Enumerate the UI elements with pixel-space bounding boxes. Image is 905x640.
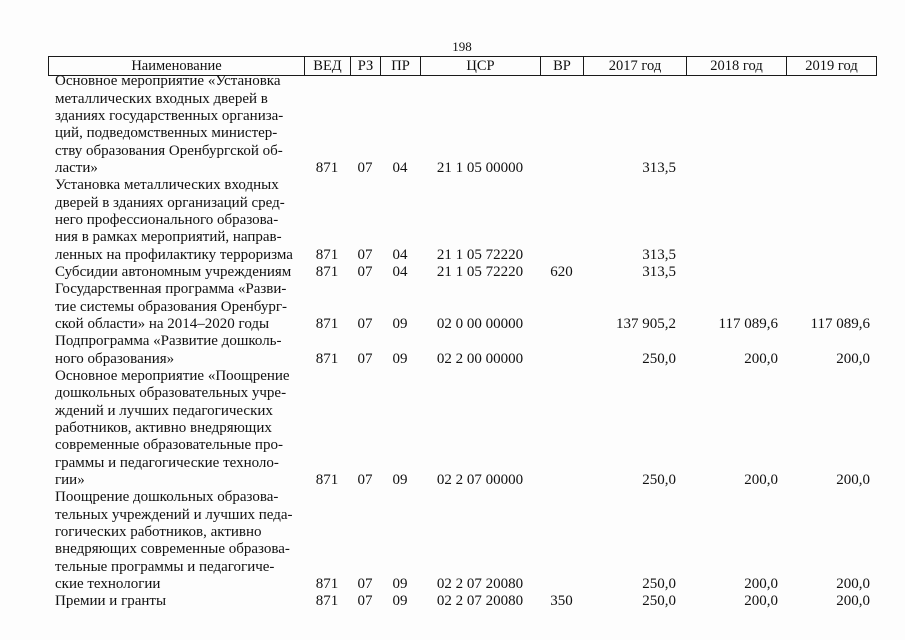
row-rz: 07 (357, 575, 373, 592)
row-ved: 871 (315, 246, 339, 263)
row-rz: 07 (357, 246, 373, 263)
row-csr: 21 1 05 72220 (436, 246, 524, 263)
row-csr: 21 1 05 72220 (436, 263, 524, 280)
row-rz: 07 (357, 263, 373, 280)
row-name: Подпрограмма «Развитие дошколь- ного образования» (55, 333, 282, 367)
row-2019: 200,0 (836, 575, 870, 592)
row-csr: 02 0 00 00000 (436, 315, 524, 332)
row-2018: 200,0 (744, 471, 778, 488)
header-2017: 2017 год (583, 57, 686, 75)
row-2018: 200,0 (744, 593, 778, 610)
row-ved: 871 (315, 593, 339, 610)
row-csr: 21 1 05 00000 (436, 159, 524, 176)
header-csr: ЦСР (420, 57, 540, 75)
row-ved: 871 (315, 471, 339, 488)
table-row (48, 264, 877, 281)
row-2019: 117 089,6 (810, 315, 870, 332)
table-row (48, 593, 877, 610)
row-name: Субсидии автономным учреждениям (55, 263, 292, 280)
row-rz: 07 (357, 159, 373, 176)
row-rz: 07 (357, 593, 373, 610)
row-2019: 200,0 (836, 471, 870, 488)
row-2019: 200,0 (836, 350, 870, 367)
row-csr: 02 2 07 00000 (436, 471, 524, 488)
row-pr: 09 (392, 471, 408, 488)
row-2017: 250,0 (642, 350, 676, 367)
row-2017: 313,5 (642, 159, 676, 176)
row-pr: 09 (392, 315, 408, 332)
row-ved: 871 (315, 315, 339, 332)
header-ved: ВЕД (304, 57, 350, 75)
table-row (48, 177, 877, 264)
header-pr: ПР (380, 57, 420, 75)
header-2018: 2018 год (686, 57, 786, 75)
row-pr: 09 (392, 593, 408, 610)
header-name: Наименование (48, 57, 304, 75)
row-ved: 871 (315, 575, 339, 592)
row-ved: 871 (315, 350, 339, 367)
page-number: 198 (452, 39, 472, 54)
row-2017: 250,0 (642, 471, 676, 488)
row-pr: 09 (392, 350, 408, 367)
row-csr: 02 2 07 20080 (436, 593, 524, 610)
row-name: Основное мероприятие «Установка металлических входных дверей в зданиях государственных организа- ций, подведомственных министер- ству образования Оренбургской об- ласти» (55, 73, 284, 176)
row-pr: 04 (392, 159, 408, 176)
row-name: Основное мероприятие «Поощрение дошкольных образовательных учре- ждений и лучших педагогических работников, активно внедряющих современные образовательные про- граммы и педагогические техноло- гии» (55, 367, 290, 488)
row-pr: 04 (392, 246, 408, 263)
row-name: Установка металлических входных дверей в зданиях организаций сред- него профессионального образова- ния в рамках мероприятий, направ- ленных на профилактику терроризма (55, 177, 293, 263)
row-2017: 313,5 (642, 263, 676, 280)
header-vr: ВР (540, 57, 583, 75)
table-body (48, 73, 877, 610)
header-2019: 2019 год (786, 57, 877, 75)
row-2017: 250,0 (642, 575, 676, 592)
row-vr: 620 (550, 263, 573, 280)
row-2017: 250,0 (642, 593, 676, 610)
row-pr: 04 (392, 263, 408, 280)
row-name: Премии и гранты (55, 593, 167, 610)
row-2018: 200,0 (744, 350, 778, 367)
table-row (48, 281, 877, 333)
header-rz: РЗ (350, 57, 380, 75)
row-name: Государственная программа «Разви- тие системы образования Оренбург- ской области» на 2014–2020 годы (55, 281, 287, 332)
table-row (48, 489, 877, 593)
row-pr: 09 (392, 575, 408, 592)
table-row (48, 73, 877, 177)
row-csr: 02 2 00 00000 (436, 350, 524, 367)
row-ved: 871 (315, 263, 339, 280)
row-2017: 313,5 (642, 246, 676, 263)
row-2018: 200,0 (744, 575, 778, 592)
row-rz: 07 (357, 350, 373, 367)
row-2019: 200,0 (836, 593, 870, 610)
row-rz: 07 (357, 471, 373, 488)
table-row (48, 333, 877, 368)
row-csr: 02 2 07 20080 (436, 575, 524, 592)
row-rz: 07 (357, 315, 373, 332)
row-name: Поощрение дошкольных образова- тельных учреждений и лучших педа- гогических работников, активно внедряющих современные образова- тельные программы и педагогиче- ские технологии (55, 489, 293, 592)
table-row (48, 368, 877, 489)
row-2018: 117 089,6 (718, 315, 778, 332)
row-2017: 137 905,2 (616, 315, 676, 332)
row-ved: 871 (315, 159, 339, 176)
row-vr: 350 (550, 593, 573, 610)
